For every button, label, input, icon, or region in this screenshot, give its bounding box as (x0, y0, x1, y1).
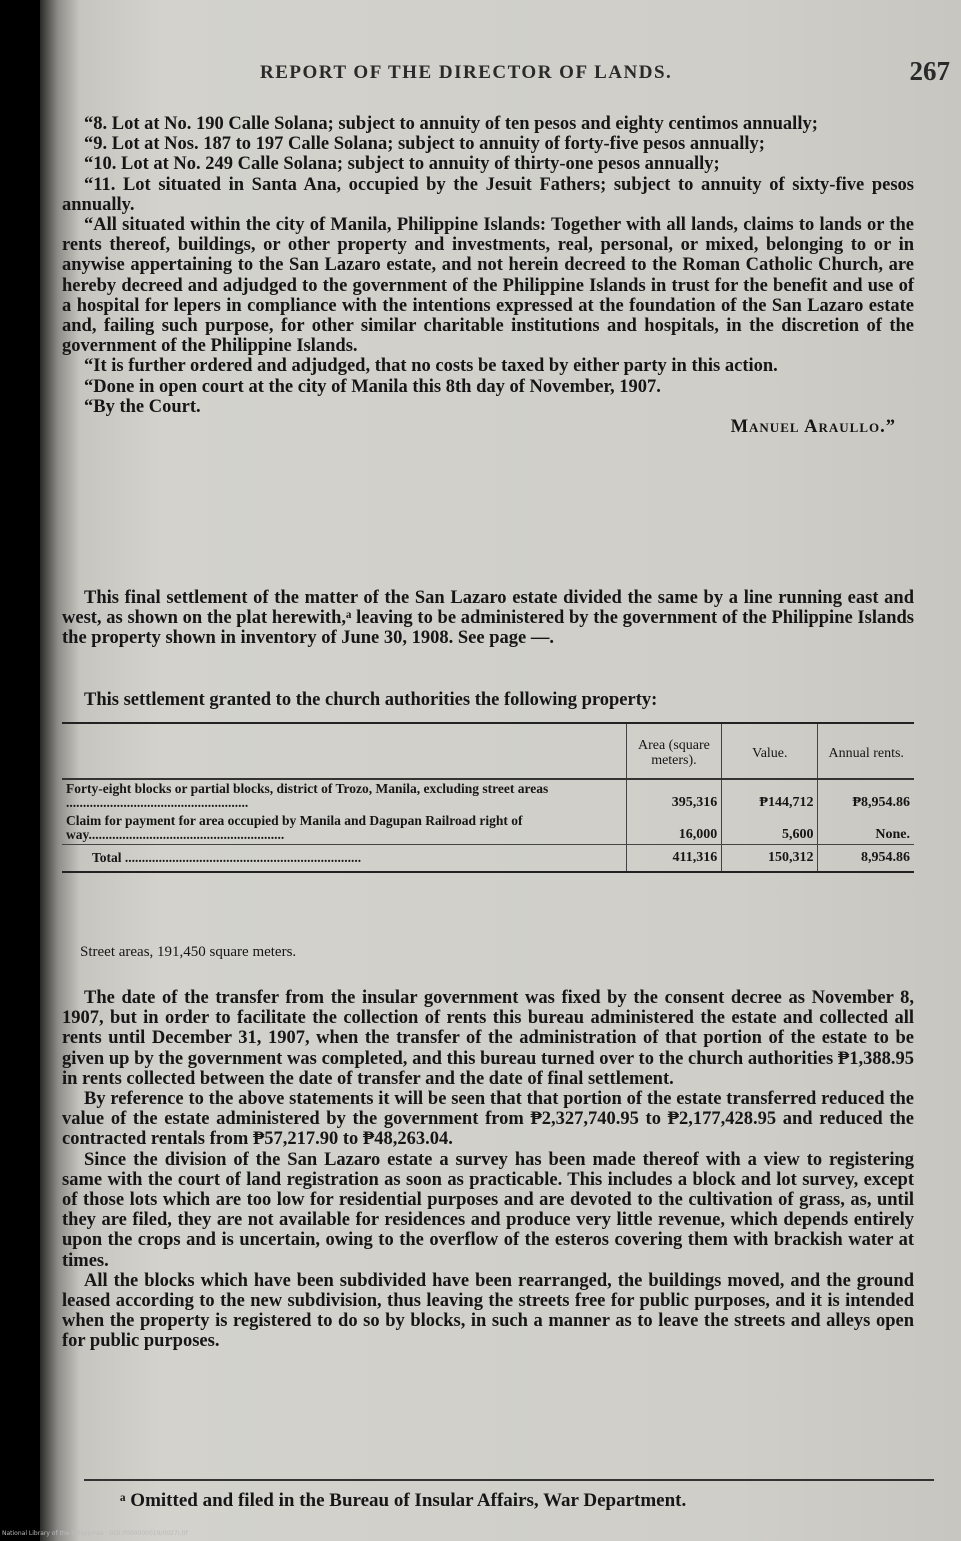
row-area: 395,316 (626, 779, 722, 812)
library-watermark: National Library of the Philippines · DOI:P000000019/0027I.tif (2, 1530, 188, 1537)
row-value: 5,600 (722, 812, 818, 845)
total-area: 411,316 (626, 845, 722, 872)
row-area: 16,000 (626, 812, 722, 845)
decree-paragraph: “8. Lot at No. 190 Calle Solana; subject to annuity of ten pesos and eighty centimos annually; (84, 114, 818, 134)
footnote: ᵃ Omitted and filed in the Bureau of Insular Affairs, War Department. (120, 1490, 687, 1511)
page-number: 267 (909, 56, 950, 86)
table-header-row (62, 724, 914, 779)
street-areas-note: Street areas, 191,450 square meters. (80, 944, 297, 960)
row-rents: None. (818, 812, 914, 845)
decree-paragraph: “All situated within the city of Manila, Philippine Islands: Together with all lands, claims to lands or the rents thereof, buildings, or other property and investments, real, personal, or mixed, belonging to or in anywise appertaining to the San Lazaro estate, and not herein decreed to the Roman Catholic Church, are hereby decreed and adjudged to the government of the Philippine Islands in trust for the benefit and use of a hospital for lepers in compliance with the intentions expressed at the foundation of the San Lazaro estate and, failing such purpose, for other similar charitable institutions and hospitals, in the discretion of the government of the Philippine Islands. (62, 215, 914, 357)
row-rents: ₱8,954.86 (818, 779, 914, 812)
table-total-row (62, 845, 914, 872)
running-title: REPORT OF THE DIRECTOR OF LANDS. (260, 62, 673, 83)
header-description (62, 724, 626, 779)
decree-text (62, 114, 914, 437)
judge-signature: Manuel Araullo.” (730, 417, 896, 438)
total-rents: 8,954.86 (818, 845, 914, 872)
decree-paragraph: “It is further ordered and adjudged, that no costs be taxed by either party in this action. (84, 356, 778, 377)
decree-paragraph: “By the Court. (84, 396, 201, 417)
decree-paragraph: “11. Lot situated in Santa Ana, occupied by the Jesuit Fathers; subject to annuity of sixty-five pesos annually. (62, 174, 914, 215)
table-intro-text: This settlement granted to the church authorities the following property: (84, 690, 658, 710)
page-header (260, 58, 950, 88)
closing-paragraph: By reference to the above statements it will be seen that that portion of the estate transferred reduced the value of the estate administered by the government from ₱2,327,740.95 to ₱2,177,428.95 and reduced the contracted rentals from ₱57,217.90 to ₱48,263.04. (62, 1089, 914, 1150)
closing-paragraph: The date of the transfer from the insular government was fixed by the consent decree as November 8, 1907, but in order to facilitate the collection of rents this bureau administered the estate and collected all rents until December 31, 1907, when the transfer of the administration of that portion of the estate to be given up by the government was completed, and this bureau turned over to the church authorities ₱1,388.95 in rents collected between the date of transfer and the date of final settlement. (62, 988, 914, 1089)
header-value: Value. (722, 724, 818, 779)
table-row (62, 812, 914, 845)
row-description: Forty-eight blocks or partial blocks, district of Trozo, Manila, excluding street areas ...................................................... (66, 781, 549, 810)
table-row (62, 779, 914, 812)
header-rents: Annual rents. (828, 745, 904, 761)
row-value: ₱144,712 (722, 779, 818, 812)
closing-text (62, 988, 914, 1352)
header-area: Area (square meters). (626, 724, 722, 779)
total-value: 150,312 (722, 845, 818, 872)
decree-paragraph: “9. Lot at Nos. 187 to 197 Calle Solana; subject to annuity of forty-five pesos annually; (84, 134, 765, 155)
table-intro (62, 690, 914, 710)
decree-paragraph: “Done in open court at the city of Manila this 8th day of November, 1907. (84, 376, 661, 397)
footnote-rule (84, 1479, 934, 1481)
table-bottom-rule (62, 871, 914, 873)
document-page (40, 0, 961, 1541)
closing-paragraph: All the blocks which have been subdivided have been rearranged, the buildings moved, and the ground leased according to the new subdivision, thus leaving the streets free for public purposes, and it is intended when the property is registered to do so by blocks, in such a manner as to leave the streets and alleys open for public purposes. (62, 1270, 914, 1352)
decree-paragraph: “10. Lot at No. 249 Calle Solana; subject to annuity of thirty-one pesos annually; (84, 154, 720, 175)
total-label: Total ...................................................................... (62, 845, 626, 872)
settlement-paragraph: This final settlement of the matter of the San Lazaro estate divided the same by a line running east and west, as shown on the plat herewith,ᵃ leaving to be administered by the government of the Philippine Islands the property shown in inventory of June 30, 1908. See page —. (62, 588, 914, 649)
property-table (62, 722, 914, 873)
row-description: Claim for payment for area occupied by Manila and Dagupan Railroad right of way.......................................................... (66, 813, 523, 842)
settlement-text (62, 588, 914, 649)
closing-paragraph: Since the division of the San Lazaro estate a survey has been made thereof with a view to registering same with the court of land registration as soon as practicable. This includes a block and lot survey, except of those lots which are too low for residential purposes and are devoted to the cultivation of grass, as, until they are filed, they are not available for residences and produce very little revenue, which depends entirely upon the crops and is uncertain, owing to the overflow of the esteros covering them with brackish water at times. (62, 1149, 914, 1271)
